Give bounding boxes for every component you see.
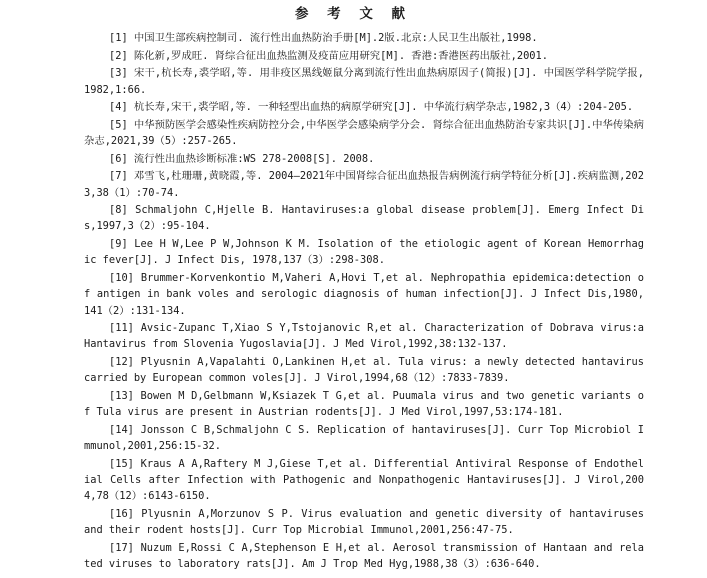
reference-item: [2] 陈化新,罗成旺. 肾综合征出血热监测及疫苗应用研究[M]. 香港:香港医药出版社,2001. — [109, 49, 548, 62]
reference-item: [9] Lee H W,Lee P W,Johnson K M. Isolation of the etiologic agent of Korean Hemorrhagic fever[J]. J Infect Dis, 1978,137（3）:298-308. — [84, 238, 644, 267]
reference-item: [8] Schmaljohn C,Hjelle B. Hantaviruses:a global disease problem[J]. Emerg Infect Dis,1997,3（2）:95-104. — [84, 204, 644, 233]
reference-item: [17] Nuzum E,Rossi C A,Stephenson E H,et al. Aerosol transmission of Hantaan and related viruses to laboratory rats[J]. Am J Trop Med Hyg,1988,38（3）:636-640. — [84, 541, 644, 570]
reference-item: [6] 流行性出血热诊断标准:WS 278-2008[S]. 2008. — [109, 152, 375, 165]
reference-item: [7] 邓雪飞,杜珊珊,黄晓霞,等. 2004—2021年中国肾综合征出血热报告病例流行病学特征分析[J].疾病监测,2023,38（1）:70-74. — [84, 170, 644, 199]
reference-item: [12] Plyusnin A,Vapalahti O,Lankinen H,et al. Tula virus: a newly detected hantavirus carried by European common voles[J]. J Virol,1994,68（12）:7833-7839. — [84, 356, 644, 385]
reference-item: [14] Jonsson C B,Schmaljohn C S. Replication of hantaviruses[J]. Curr Top Microbiol Immunol,2001,256:15-32. — [84, 423, 644, 453]
reference-item: [13] Bowen M D,Gelbmann W,Ksiazek T G,et al. Puumala virus and two genetic variants of Tula virus are present in Austrian rodents[J]. J Med Virol,1997,53:174-181. — [84, 389, 644, 419]
reference-item: [15] Kraus A A,Raftery M J,Giese T,et al. Differential Antiviral Response of Endothelial Cells after Infection with Pathogenic and Nonpathogenic Hantaviruses[J]. J Virol,2004,78（12）:6143-6150. — [84, 457, 644, 503]
reference-item: [4] 杭长寿,宋干,裘学昭,等. 一种轻型出血热的病原学研究[J]. 中华流行病学杂志,1982,3（4）:204-205. — [109, 101, 634, 114]
reference-item: [10] Brummer-Korvenkontio M,Vaheri A,Hovi T,et al. Nephropathia epidemica:detection of antigen in bank voles and serologic diagnosis of human infection[J]. J Infect Dis,1980,141（2）:131-134. — [84, 272, 644, 317]
reference-list — [84, 30, 644, 574]
reference-item: [11] Avsic-Zupanc T,Xiao S Y,Tstojanovic R,et al. Characterization of Dobrava virus:a Hantavirus from Slovenia Yugoslavia[J]. J Med Virol,1992,38:132-137. — [84, 322, 644, 351]
references-heading: 参 考 文 献 — [294, 6, 413, 22]
reference-item: [5] 中华预防医学会感染性疾病防控分会,中华医学会感染病学分会. 肾综合征出血热防治专家共识[J].中华传染病杂志,2021,39（5）:257-265. — [84, 118, 644, 148]
reference-item: [1] 中国卫生部疾病控制司. 流行性出血热防治手册[M].2版.北京:人民卫生出版社,1998. — [109, 32, 538, 44]
reference-item: [16] Plyusnin A,Morzunov S P. Virus evaluation and genetic diversity of hantaviruses and their rodent hosts[J]. Curr Top Microbial Immunol,2001,256:47-75. — [84, 507, 644, 537]
reference-item: [3] 宋干,杭长寿,裘学昭,等. 用非疫区黑线姬鼠分离到流行性出血热病原因子(简报)[J]. 中国医学科学院学报,1982,1:66. — [84, 67, 644, 96]
